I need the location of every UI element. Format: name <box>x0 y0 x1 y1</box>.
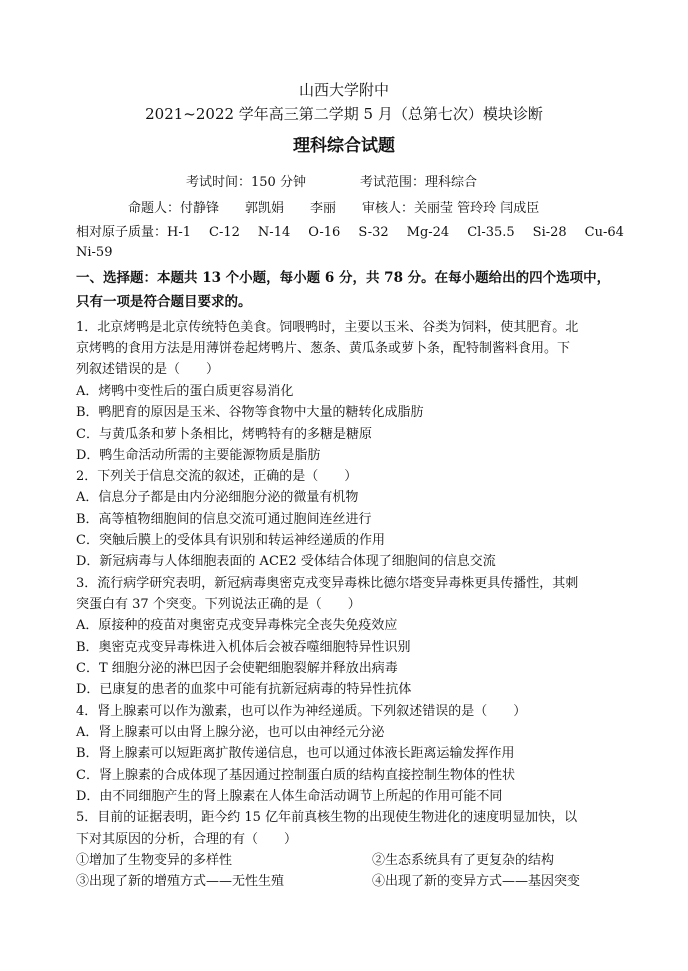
q1-option-d: D．鸭生命活动所需的主要能源物质是脂肪 <box>76 448 321 463</box>
q1-option-b: B．鸭肥育的原因是玉米、谷物等食物中大量的糖转化成脂肪 <box>76 405 424 420</box>
q3-stem-line1: 3．流行病学研究表明，新冠病毒奥密克戎变异毒株比德尔塔变异毒株更具传播性，其刺 <box>76 576 579 591</box>
atomic-mass-item: O-16 <box>308 225 341 240</box>
atomic-mass-item: Mg-24 <box>406 225 450 240</box>
atomic-mass-wrap: Ni-59 <box>76 245 113 260</box>
q5-stem-line1: 5．目前的证据表明，距今约 15 亿年前真核生物的出现使生物进化的速度明显加快，以 <box>76 810 578 825</box>
q5-statement-3: ③出现了新的增殖方式——无性生殖 <box>76 874 285 889</box>
atomic-mass-line <box>76 222 624 243</box>
atomic-mass-item: N-14 <box>257 225 291 240</box>
q4-option-d: D．由不同细胞产生的肾上腺素在人体生命活动调节上所起的作用可能不同 <box>76 789 503 804</box>
q2-option-d: D．新冠病毒与人体细胞表面的 ACE2 受体结合体现了细胞间的信息交流 <box>76 554 496 569</box>
q3-option-a: A．原接种的疫苗对奥密克戎变异毒株完全丧失免疫效应 <box>76 618 398 633</box>
q1-stem-line1: 1．北京烤鸭是北京传统特色美食。饲喂鸭时，主要以玉米、谷类为饲料，使其肥育。北 <box>76 320 579 335</box>
atomic-mass-item: Cu-64 <box>584 225 624 240</box>
q5-statement-1: ①增加了生物变异的多样性 <box>76 853 233 868</box>
q1-stem-line2: 京烤鸭的食用方法是用薄饼卷起烤鸭片、葱条、黄瓜条或萝卜条，配特制酱料食用。下 <box>76 341 571 356</box>
q2-option-a: A．信息分子都是由内分泌细胞分泌的微量有机物 <box>76 490 359 505</box>
paper-title: 理科综合试题 <box>293 136 395 156</box>
q3-option-d: D．已康复的患者的血浆中可能有抗新冠病毒的特异性抗体 <box>76 682 412 697</box>
school-name: 山西大学附中 <box>298 81 389 99</box>
q5-statement-2: ②生态系统具有了更复杂的结构 <box>372 853 555 868</box>
q1-stem-line3: 列叙述错误的是（ ） <box>76 362 220 377</box>
q1-option-c: C．与黄瓜条和萝卜条相比，烤鸭特有的多糖是糖原 <box>76 427 372 442</box>
atomic-mass-list <box>167 225 624 240</box>
section-heading-line2: 只有一项是符合题目要求的。 <box>76 294 252 310</box>
q4-stem: 4．肾上腺素可以作为激素，也可以作为神经递质。下列叙述错误的是（ ） <box>76 704 527 719</box>
atomic-mass-label: 相对原子质量： <box>76 225 168 240</box>
exam-time: 考试时间：150 分钟 <box>186 175 306 190</box>
q4-option-b: B．肾上腺素可以短距离扩散传递信息，也可以通过体液长距离运输发挥作用 <box>76 746 515 761</box>
atomic-mass-item: S-32 <box>358 225 389 240</box>
q2-option-c: C．突触后膜上的受体具有识别和转运神经递质的作用 <box>76 533 385 548</box>
exam-scope: 考试范围：理科综合 <box>360 175 478 190</box>
atomic-mass-item: H-1 <box>167 225 192 240</box>
section-heading-line1: 一、选择题：本题共 13 个小题，每小题 6 分，共 78 分。在每小题给出的四个选项中， <box>76 270 611 286</box>
q4-option-a: A．肾上腺素可以由肾上腺分泌，也可以由神经元分泌 <box>76 725 385 740</box>
q3-option-b: B．奥密克戎变异毒株进入机体后会被吞噬细胞特异性识别 <box>76 640 411 655</box>
term-line: 2021~2022 学年高三第二学期 5 月（总第七次）模块诊断 <box>145 105 543 123</box>
q1-option-a: A．烤鸭中变性后的蛋白质更容易消化 <box>76 384 294 399</box>
atomic-mass-item: Cl-35.5 <box>467 225 515 240</box>
authors-line: 命题人：付静锋 郭凯娟 李丽 审核人：关丽莹 管玲玲 闫成臣 <box>128 201 540 216</box>
atomic-mass-item: Si-28 <box>532 225 567 240</box>
atomic-mass-item: C-12 <box>209 225 240 240</box>
q3-option-c: C．T 细胞分泌的淋巴因子会使靶细胞裂解并释放出病毒 <box>76 661 398 676</box>
q2-stem: 2．下列关于信息交流的叙述，正确的是（ ） <box>76 469 358 484</box>
q4-option-c: C．肾上腺素的合成体现了基因通过控制蛋白质的结构直接控制生物体的性状 <box>76 768 515 783</box>
q3-stem-line2: 突蛋白有 37 个突变。下列说法正确的是（ ） <box>76 597 361 612</box>
q5-stem-line2: 下对其原因的分析，合理的有（ ） <box>76 832 298 847</box>
q5-statement-4: ④出现了新的变异方式——基因突变 <box>372 874 581 889</box>
q2-option-b: B．高等植物细胞间的信息交流可通过胞间连丝进行 <box>76 512 372 527</box>
